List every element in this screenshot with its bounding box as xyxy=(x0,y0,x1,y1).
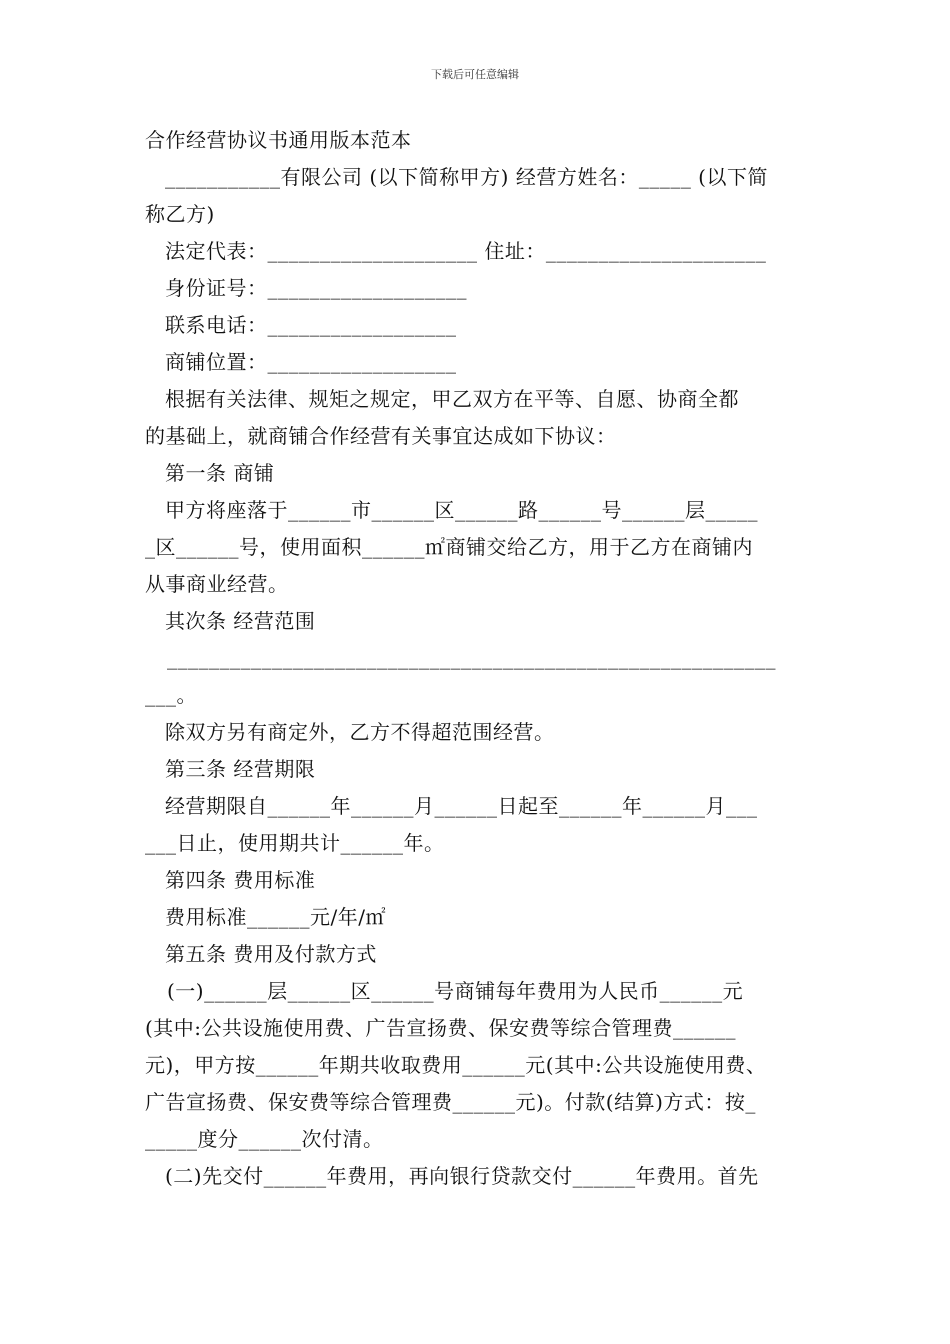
article-1-text: 甲方将座落于______市______区______路______号______层_____ xyxy=(165,498,758,522)
payment-item-2: (二)先交付______年费用，再向银行贷款交付______年费用。首先 xyxy=(165,1164,759,1188)
fee-standard-line: 费用标准______元/年/㎡ xyxy=(165,905,386,929)
article-4-heading: 第四条 费用标准 xyxy=(165,868,316,892)
payment-item-1-cont-d: _____度分______次付清。 xyxy=(145,1127,384,1151)
preamble-line-cont: 的基础上，就商铺合作经营有关事宜达成如下协议： xyxy=(145,424,617,448)
phone-line: 联系电话：__________________ xyxy=(165,313,457,337)
document-body xyxy=(145,122,815,1195)
scope-blank-end: ___。 xyxy=(145,683,197,707)
document-title: 合作经营协议书通用版本范本 xyxy=(145,128,412,152)
legal-rep-line: 法定代表：____________________ 住址：_____________________ xyxy=(165,239,767,263)
payment-item-1-cont-b: 元)，甲方按______年期共收取费用______元(其中:公共设施使用费、 xyxy=(145,1053,767,1077)
shop-location-line: 商铺位置：__________________ xyxy=(165,350,457,374)
article-1-text-cont: _区______号，使用面积______㎡商铺交给乙方，用于乙方在商铺内 xyxy=(145,535,753,559)
scope-blank-line: __________________________________________________________ xyxy=(167,646,776,670)
payment-item-1-cont-c: 广告宣扬费、保安费等综合管理费______元)。付款(结算)方式：按_ xyxy=(145,1090,756,1114)
download-note: 下载后可任意编辑 xyxy=(431,68,519,81)
payment-item-1: (一)______层______区______号商铺每年费用为人民币______元 xyxy=(167,979,744,1003)
parties-line: ___________有限公司 (以下简称甲方) 经营方姓名：_____ (以下简 xyxy=(165,165,768,189)
parties-line-cont: 称乙方) xyxy=(145,202,215,226)
article-3-heading: 第三条 经营期限 xyxy=(165,757,316,781)
id-number-line: 身份证号：___________________ xyxy=(165,276,467,300)
article-5-heading: 第五条 费用及付款方式 xyxy=(165,942,377,966)
scope-restriction: 除双方另有商定外，乙方不得超范围经营。 xyxy=(165,720,555,744)
term-line: 经营期限自______年______月______日起至______年______月___ xyxy=(165,794,758,818)
article-1-text-end: 从事商业经营。 xyxy=(145,572,289,596)
article-2-heading: 其次条 经营范围 xyxy=(165,609,316,633)
article-1-heading: 第一条 商铺 xyxy=(165,461,275,485)
preamble-line: 根据有关法律、规矩之规定，甲乙双方在平等、自愿、协商全都 xyxy=(165,387,739,411)
payment-item-1-cont-a: (其中:公共设施使用费、广告宣扬费、保安费等综合管理费______ xyxy=(145,1016,737,1040)
term-line-cont: ___日止，使用期共计______年。 xyxy=(145,831,445,855)
